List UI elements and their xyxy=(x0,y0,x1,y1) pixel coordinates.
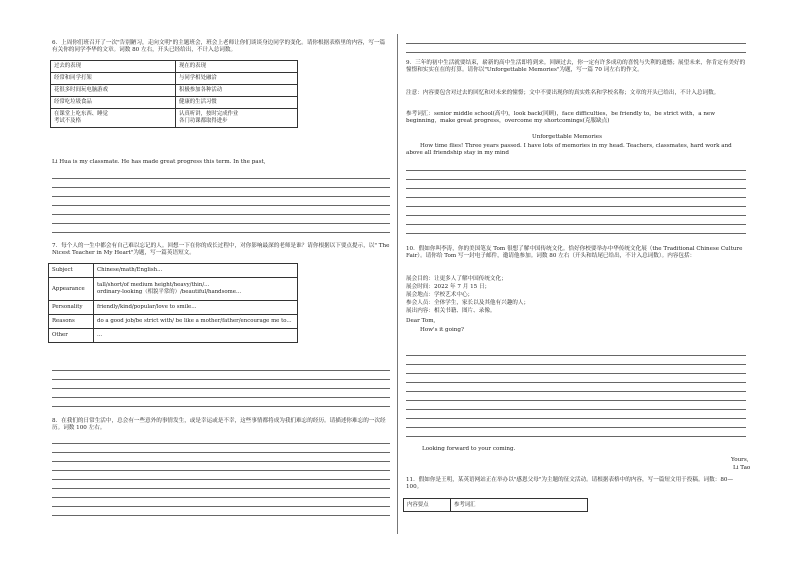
q9-vocab: 参考词汇：senior middle school(高中)，look back(回顾)，face difficulties，be friendly to，be strict with，a new beginning，make great progress，overcome my shortcomings(克服缺点) xyxy=(406,111,716,124)
answer-line xyxy=(406,373,746,374)
q10-item: 参会人员：全体学生，家长以及其他有兴趣的人； xyxy=(406,300,530,306)
answer-line xyxy=(406,400,746,401)
q10-opening: How's it going? xyxy=(420,327,464,333)
column-divider xyxy=(397,34,398,534)
q6-cell: 在课堂上吃东西、睡觉 考试不及格 xyxy=(51,109,176,128)
q6-table xyxy=(50,60,298,128)
q10-item: 展会目的：让更多人了解中国传统文化； xyxy=(406,276,507,282)
answer-line xyxy=(52,388,390,389)
q6-cell: 积极参加各种活动 xyxy=(176,85,298,97)
q10-item: 展会时间：2022 年 7 月 15 日； xyxy=(406,284,491,290)
q7-table xyxy=(48,263,298,343)
q7-label: Appearance xyxy=(49,278,94,301)
q9-essay-title: Unforgettable Memories xyxy=(532,134,602,140)
answer-line xyxy=(406,436,746,437)
q7-label: Subject xyxy=(49,264,94,278)
q10-signoff: Yours, xyxy=(731,457,749,463)
q6-cell: 健康的生活习惯 xyxy=(176,97,298,109)
answer-line xyxy=(52,223,390,224)
answer-line xyxy=(52,397,390,398)
answer-line xyxy=(406,206,746,207)
q7-prompt: 7．每个人的一生中都会有自己难以忘记的人。回想一下在你的成长过程中，对你影响最深的老师是谁？请你根据以下要点提示，以" The Nicest Teacher in My Heart"为题，写一篇英语短文。 xyxy=(52,243,390,256)
q10-closing: Looking forward to your coming. xyxy=(422,446,516,452)
q7-value: Chinese/math/English... xyxy=(94,264,298,278)
answer-line xyxy=(406,179,746,180)
q7-label: Reasons xyxy=(49,315,94,329)
q7-label: Personality xyxy=(49,301,94,315)
answer-line xyxy=(406,215,746,216)
answer-line xyxy=(406,418,746,419)
answer-line xyxy=(52,370,390,371)
answer-line xyxy=(406,52,746,53)
q9-prompt: 9．三年的初中生活就要结束，崭新的高中生活即将到来。回顾过去，你一定有许多成功的喜悦与失利的遗憾；展望未来，你肯定有美好的憧憬和实实在在的打算。请你以"Unforgettable Memories"为题，写一篇 70 词左右的作文。 xyxy=(406,60,746,73)
answer-line xyxy=(406,224,746,225)
answer-line xyxy=(406,391,746,392)
q7-value: ... xyxy=(94,329,298,343)
q6-prompt: 6．上周你们班召开了一次"告别陋习，走向文明"的主题班会，班会上老师让你们谈谈身边同学的变化。请你根据表格里的内容，写一篇有关你的同学李华的文章。词数 80 左右，开头已经给出，不计入总词数。 xyxy=(52,40,386,53)
q11-prompt: 11．假如你是王明，某英语网站正在举办以"感恩父母"为主题的征文活动。请根据表格中的内容，写一篇短文用于投稿。词数：80—100。 xyxy=(406,477,734,490)
q7-value: friendly/kind/popular/love to smile... xyxy=(94,301,298,315)
answer-line xyxy=(52,214,390,215)
answer-line xyxy=(52,443,390,444)
answer-line xyxy=(406,427,746,428)
q6-cell: 经常和同学打架 xyxy=(51,73,176,85)
answer-line xyxy=(52,196,390,197)
q6-col1-header: 过去的表现 xyxy=(51,61,176,73)
q10-item: 展出内容：相关书籍、图片、录像。 xyxy=(406,308,496,314)
q6-cell: 与同学相处融洽 xyxy=(176,73,298,85)
answer-line xyxy=(52,379,390,380)
q9-start: How time flies! Three years passed. I have lots of memories in my head. Teachers, classmates, hard work and above all friendship stay in my mind xyxy=(406,143,732,156)
answer-line xyxy=(406,233,746,234)
q11-col1-header: 内容要点 xyxy=(404,499,451,512)
q7-value: do a good job/be strict with/ be like a mother/father/encourage me to... xyxy=(94,315,298,329)
q10-name: Li Tao xyxy=(733,465,751,471)
q7-value: tall/short/of medium height/heavy/thin/... ordinary-looking（相貌平常的）/beautiful/handsome... xyxy=(94,278,298,301)
answer-line xyxy=(406,188,746,189)
q6-cell: 花很多时间玩电脑游戏 xyxy=(51,85,176,97)
answer-line xyxy=(52,461,390,462)
q8-prompt: 8．在我们的日常生活中，总会有一些意外的事情发生，或是幸运或是不幸，这些事情都将成为我们难忘的经历。请描述你难忘的一次经历。词数 100 左右。 xyxy=(52,418,386,431)
answer-line xyxy=(52,178,390,179)
answer-line xyxy=(52,479,390,480)
answer-line xyxy=(52,232,390,233)
answer-line xyxy=(406,197,746,198)
answer-line xyxy=(406,43,746,44)
answer-line xyxy=(52,470,390,471)
q10-item: 展会地点：学校艺术中心； xyxy=(406,292,474,298)
answer-line xyxy=(52,515,390,516)
answer-line xyxy=(406,382,746,383)
answer-line xyxy=(52,497,390,498)
answer-line xyxy=(406,409,746,410)
answer-line xyxy=(406,355,746,356)
q10-greeting: Dear Tom, xyxy=(406,318,436,324)
q6-cell: 认真听讲，按时完成作业 各门功课都取得进步 xyxy=(176,109,298,128)
answer-line xyxy=(52,452,390,453)
q9-note: 注意：内容要包含对过去的回忆和对未来的憧憬；文中不要出现你的真实姓名和学校名称；文章的开头已给出，不计入总词数。 xyxy=(406,90,720,96)
q6-cell: 经常吃垃圾食品 xyxy=(51,97,176,109)
answer-line xyxy=(52,187,390,188)
answer-line xyxy=(406,170,746,171)
q11-table xyxy=(403,498,588,512)
answer-line xyxy=(52,506,390,507)
q6-col2-header: 现在的表现 xyxy=(176,61,298,73)
answer-line xyxy=(406,364,746,365)
answer-line xyxy=(52,205,390,206)
q10-prompt: 10．假如你叫李涛，你的美国笔友 Tom 很想了解中国传统文化。恰好你校要举办中华传统文化展（the Traditional Chinese Culture Fair）。请你给 Tom 写一封电子邮件，邀请他参加。词数 80 左右（开头和结尾已给出，不计入总词数）。内容包括： xyxy=(406,246,743,259)
q11-col2-header: 参考词汇 xyxy=(451,499,588,512)
answer-line xyxy=(52,406,390,407)
q6-start-sentence: Li Hua is my classmate. He has made great progress this term. In the past, xyxy=(52,159,266,165)
answer-line xyxy=(52,488,390,489)
q7-label: Other xyxy=(49,329,94,343)
